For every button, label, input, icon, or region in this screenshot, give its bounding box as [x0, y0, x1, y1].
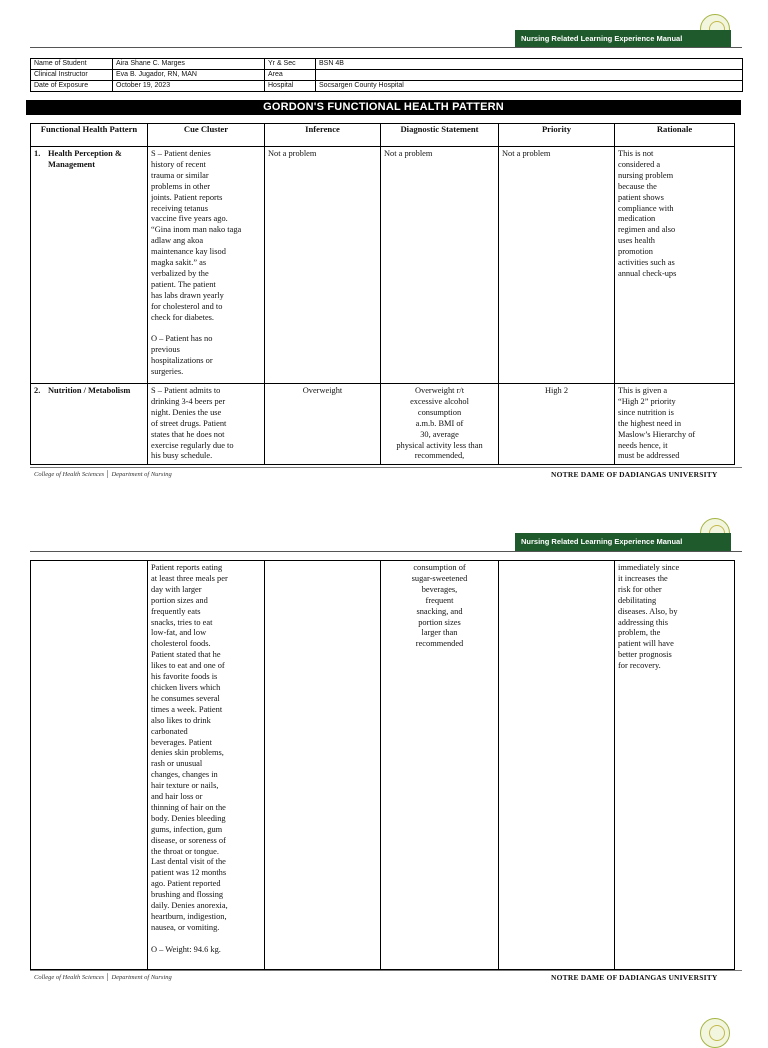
- priority-cell: Not a problem: [499, 147, 615, 384]
- rationale-cell: This is given a “High 2” priority since nutrition is the highest need in Maslow’s Hierarchy of needs hence, it must be addressed: [615, 384, 735, 465]
- manual-title: Nursing Related Learning Experience Manual: [521, 537, 683, 546]
- footer-university: NOTRE DAME OF DADIANGAS UNIVERSITY: [551, 973, 718, 982]
- ci-value: Eva B. Jugador, RN, MAN: [113, 70, 265, 81]
- fhp-table: [30, 123, 735, 465]
- row-number: 1.: [34, 149, 41, 158]
- manual-banner: [515, 30, 731, 48]
- name-value: Aira Shane C. Marges: [113, 59, 265, 70]
- cue-cell: S – Patient denies history of recent trauma or similar problems in other joints. Patient reports receiving tetanus vaccine five years ago. “Gina inom man nako taga adlaw ang akoa maintenance kay lisod magka sakit.” as verbalized by the patient. The patient has labs drawn yearly for cholesterol and to check for diabetes. O – Patient has no previous hospitalizations or surgeries.: [148, 147, 265, 384]
- rationale-cell: This is not considered a nursing problem because the patient shows compliance with medication regimen and also uses health promotion activities such as annual check-ups: [615, 147, 735, 384]
- inference-cell: Overweight: [265, 384, 381, 465]
- manual-title: Nursing Related Learning Experience Manual: [521, 34, 683, 43]
- footer-department: College of Health Sciences │ Department of Nursing: [34, 471, 172, 478]
- col-priority: Priority: [499, 124, 615, 147]
- yr-sec-value: BSN 4B: [316, 59, 743, 70]
- manual-banner: [515, 533, 731, 551]
- ci-label: Clinical Instructor: [31, 70, 113, 81]
- fhp-table-continued: [30, 560, 735, 970]
- row-number: 2.: [34, 386, 41, 395]
- col-cue-cluster: Cue Cluster: [148, 124, 265, 147]
- inference-cell-empty: [265, 561, 381, 970]
- cue-cell: Patient reports eating at least three meals per day with larger portion sizes and frequently eats snacks, tries to eat low-fat, and low cholesterol foods. Patient stated that he likes to eat and one of his favorite foods is chicken livers which he consumes several times a week. Patient also likes to drink carbonated beverages. Patient denies skin problems, rash or unusual changes, changes in hair texture or nails, and hair loss or thinning of hair on the body. Denies bleeding gums, infection, gum disease, or soreness of the throat or tongue. Last dental visit of the patient was 12 months ago. Patient reported brushing and flossing daily. Denies anorexia, heartburn, indigestion, nausea, or vomiting. O – Weight: 94.6 kg.: [148, 561, 265, 970]
- pattern-name: Health Perception & Management: [48, 149, 122, 169]
- area-value: [316, 70, 743, 81]
- name-label: Name of Student: [31, 59, 113, 70]
- inference-cell: Not a problem: [265, 147, 381, 384]
- footer-rule: [30, 467, 742, 468]
- section-title: GORDON'S FUNCTIONAL HEALTH PATTERN: [26, 100, 741, 115]
- col-diagnostic-statement: Diagnostic Statement: [381, 124, 499, 147]
- student-info-table: [30, 58, 743, 92]
- university-seal-icon: [700, 1018, 730, 1048]
- diagnostic-cell: consumption of sugar-sweetened beverages, frequent snacking, and portion sizes larger than recommended: [381, 561, 499, 970]
- yr-sec-label: Yr & Sec: [265, 59, 316, 70]
- table-row: [31, 561, 735, 970]
- table-header-row: [31, 124, 735, 147]
- col-inference: Inference: [265, 124, 381, 147]
- pattern-name: Nutrition / Metabolism: [48, 386, 131, 395]
- footer-university: NOTRE DAME OF DADIANGAS UNIVERSITY: [551, 470, 718, 479]
- footer-rule: [30, 970, 742, 971]
- area-label: Area: [265, 70, 316, 81]
- col-rationale: Rationale: [615, 124, 735, 147]
- priority-cell-empty: [499, 561, 615, 970]
- footer-department: College of Health Sciences │ Department of Nursing: [34, 974, 172, 981]
- header-rule: [30, 47, 742, 48]
- date-value: October 19, 2023: [113, 81, 265, 92]
- diagnostic-cell: Overweight r/t excessive alcohol consumption a.m.b. BMI of 30, average physical activity less than recommended,: [381, 384, 499, 465]
- hospital-value: Socsargen County Hospital: [316, 81, 743, 92]
- cue-cell: S – Patient admits to drinking 3-4 beers per night. Denies the use of street drugs. Patient states that he does not exercise regularly due to his busy schedule.: [148, 384, 265, 465]
- diagnostic-cell: Not a problem: [381, 147, 499, 384]
- table-row: [31, 147, 735, 384]
- header-rule: [30, 551, 742, 552]
- priority-cell: High 2: [499, 384, 615, 465]
- table-row: [31, 384, 735, 465]
- rationale-cell: immediately since it increases the risk for other debilitating diseases. Also, by addressing this problem, the patient will have better prognosis for recovery.: [615, 561, 735, 970]
- date-label: Date of Exposure: [31, 81, 113, 92]
- col-functional-health-pattern: Functional Health Pattern: [31, 124, 148, 147]
- hospital-label: Hospital: [265, 81, 316, 92]
- pattern-cell-empty: [31, 561, 148, 970]
